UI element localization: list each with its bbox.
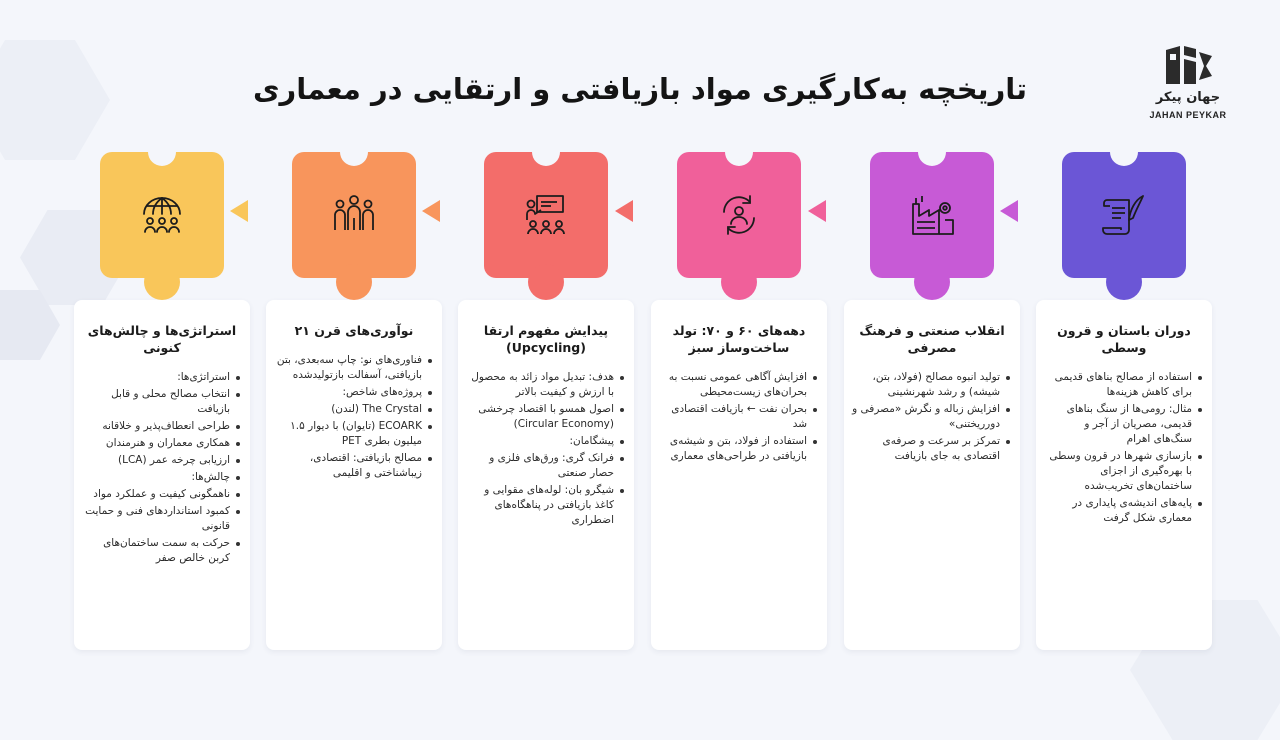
list-item: افزایش آگاهی عمومی نسبت به بحران‌های زیست‌محیطی xyxy=(659,370,807,400)
list-item: هدف: تبدیل مواد زائد به محصول با ارزش و کیفیت بالاتر xyxy=(466,370,614,400)
step-title: پیدایش مفهوم ارتقا (Upcycling) xyxy=(483,323,609,355)
list-item: ECOARK (تایوان) با دیوار ۱.۵ میلیون بطری PET xyxy=(274,419,422,449)
list-item: انتخاب مصالح محلی و قابل بازیافت xyxy=(82,387,230,417)
list-item: فناوری‌های نو: چاپ سه‌بعدی، بتن بازیافتی، آسفالت بازتولیدشده xyxy=(274,353,422,383)
list-item: پایه‌های اندیشه‌ی پایداری در معماری شکل گرفت xyxy=(1044,496,1192,526)
step-list xyxy=(82,370,242,566)
list-item: ارزیابی چرخه عمر (LCA) xyxy=(82,453,230,468)
background-hexagon xyxy=(0,40,110,160)
puzzle-notch xyxy=(532,138,560,166)
list-item: تولید انبوه مصالح (فولاد، بتن، شیشه) و رشد شهرنشینی xyxy=(852,370,1000,400)
brand-logo xyxy=(1138,44,1238,124)
puzzle-piece-6 xyxy=(100,152,224,278)
list-item: استراتژی‌ها: xyxy=(82,370,230,385)
puzzle-tab xyxy=(914,264,950,300)
puzzle-piece-5 xyxy=(292,152,416,278)
puzzle-piece-3 xyxy=(677,152,801,278)
step-card-4 xyxy=(458,300,634,650)
list-item: اصول همسو با اقتصاد چرخشی (Circular Economy) xyxy=(466,402,614,432)
arrow-left-icon xyxy=(1000,200,1018,222)
puzzle-tab xyxy=(144,264,180,300)
list-item: حرکت به سمت ساختمان‌های کربن خالص صفر xyxy=(82,536,230,566)
step-card-6 xyxy=(74,300,250,650)
step-list xyxy=(1044,370,1204,526)
list-item: طراحی انعطاف‌پذیر و خلاقانه xyxy=(82,419,230,434)
list-item: استفاده از فولاد، بتن و شیشه‌ی بازیافتی در طراحی‌های معماری xyxy=(659,434,807,464)
puzzle-tab xyxy=(721,264,757,300)
globe-people-icon xyxy=(137,190,187,240)
list-item: چالش‌ها: xyxy=(82,470,230,485)
list-item: تمرکز بر سرعت و صرفه‌ی اقتصادی به جای بازیافت xyxy=(852,434,1000,464)
list-item: The Crystal (لندن) xyxy=(274,402,422,417)
list-item: پیشگامان: xyxy=(466,434,614,449)
step-card-5 xyxy=(266,300,442,650)
scroll-quill-icon xyxy=(1099,190,1149,240)
puzzle-notch xyxy=(725,138,753,166)
step-card-3 xyxy=(651,300,827,650)
puzzle-piece-4 xyxy=(484,152,608,278)
arrow-left-icon xyxy=(422,200,440,222)
presentation-team-icon xyxy=(521,190,571,240)
puzzle-notch xyxy=(148,138,176,166)
puzzle-tab xyxy=(336,264,372,300)
list-item: پروژه‌های شاخص: xyxy=(274,385,422,400)
list-item: همکاری معماران و هنرمندان xyxy=(82,436,230,451)
step-list xyxy=(466,370,626,528)
step-card-2 xyxy=(844,300,1020,650)
group-people-icon xyxy=(329,190,379,240)
step-card-1 xyxy=(1036,300,1212,650)
puzzle-tab xyxy=(528,264,564,300)
puzzle-notch xyxy=(918,138,946,166)
step-list xyxy=(659,370,819,464)
list-item: مثال: رومی‌ها از سنگ بناهای قدیمی، مصریان از آجر و سنگ‌های اهرام xyxy=(1044,402,1192,447)
arrow-left-icon xyxy=(230,200,248,222)
list-item: بحران نفت ← بازیافت اقتصادی شد xyxy=(659,402,807,432)
step-title: انقلاب صنعتی و فرهنگ مصرفی xyxy=(859,323,1005,355)
factory-gear-icon xyxy=(907,190,957,240)
list-item: ناهمگونی کیفیت و عملکرد مواد xyxy=(82,487,230,502)
step-title: دهه‌های ۶۰ و ۷۰: تولد ساخت‌وساز سبز xyxy=(672,323,806,355)
list-item: شیگرو بان: لوله‌های مقوایی و کاغذ بازیافتی در پناهگاه‌های اضطراری xyxy=(466,483,614,528)
list-item: کمبود استانداردهای فنی و حمایت قانونی xyxy=(82,504,230,534)
puzzle-notch xyxy=(340,138,368,166)
step-title: دوران باستان و قرون وسطی xyxy=(1057,323,1191,355)
step-title: استراتژی‌ها و چالش‌های کنونی xyxy=(87,323,237,355)
step-list xyxy=(274,353,434,481)
puzzle-piece-2 xyxy=(870,152,994,278)
list-item: افزایش زباله و نگرش «مصرفی و دورریختنی» xyxy=(852,403,1000,430)
puzzle-piece-1 xyxy=(1062,152,1186,278)
logo-text-fa: جهان پیکر xyxy=(1155,90,1221,105)
arrow-left-icon xyxy=(808,200,826,222)
step-list xyxy=(852,370,1012,464)
puzzle-notch xyxy=(1110,138,1138,166)
page-title: تاریخچه به‌کارگیری مواد بازیافتی و ارتقایی در معماری xyxy=(252,72,1028,106)
logo-mark-icon xyxy=(1162,44,1214,86)
list-item: مصالح بازیافتی: اقتصادی، زیباشناختی و اقلیمی xyxy=(274,451,422,481)
person-recycle-icon xyxy=(714,190,764,240)
arrow-left-icon xyxy=(615,200,633,222)
list-item: فرانک گری: ورق‌های فلزی و حصار صنعتی xyxy=(466,451,614,481)
logo-text-en: JAHAN PEYKAR xyxy=(1149,110,1227,120)
puzzle-tab xyxy=(1106,264,1142,300)
list-item: استفاده از مصالح بناهای قدیمی برای کاهش هزینه‌ها xyxy=(1044,370,1192,400)
step-title: نوآوری‌های قرن ۲۱ xyxy=(294,323,414,338)
list-item: بازسازی شهرها در قرون وسطی با بهره‌گیری از اجزای ساختمان‌های تخریب‌شده xyxy=(1044,449,1192,494)
